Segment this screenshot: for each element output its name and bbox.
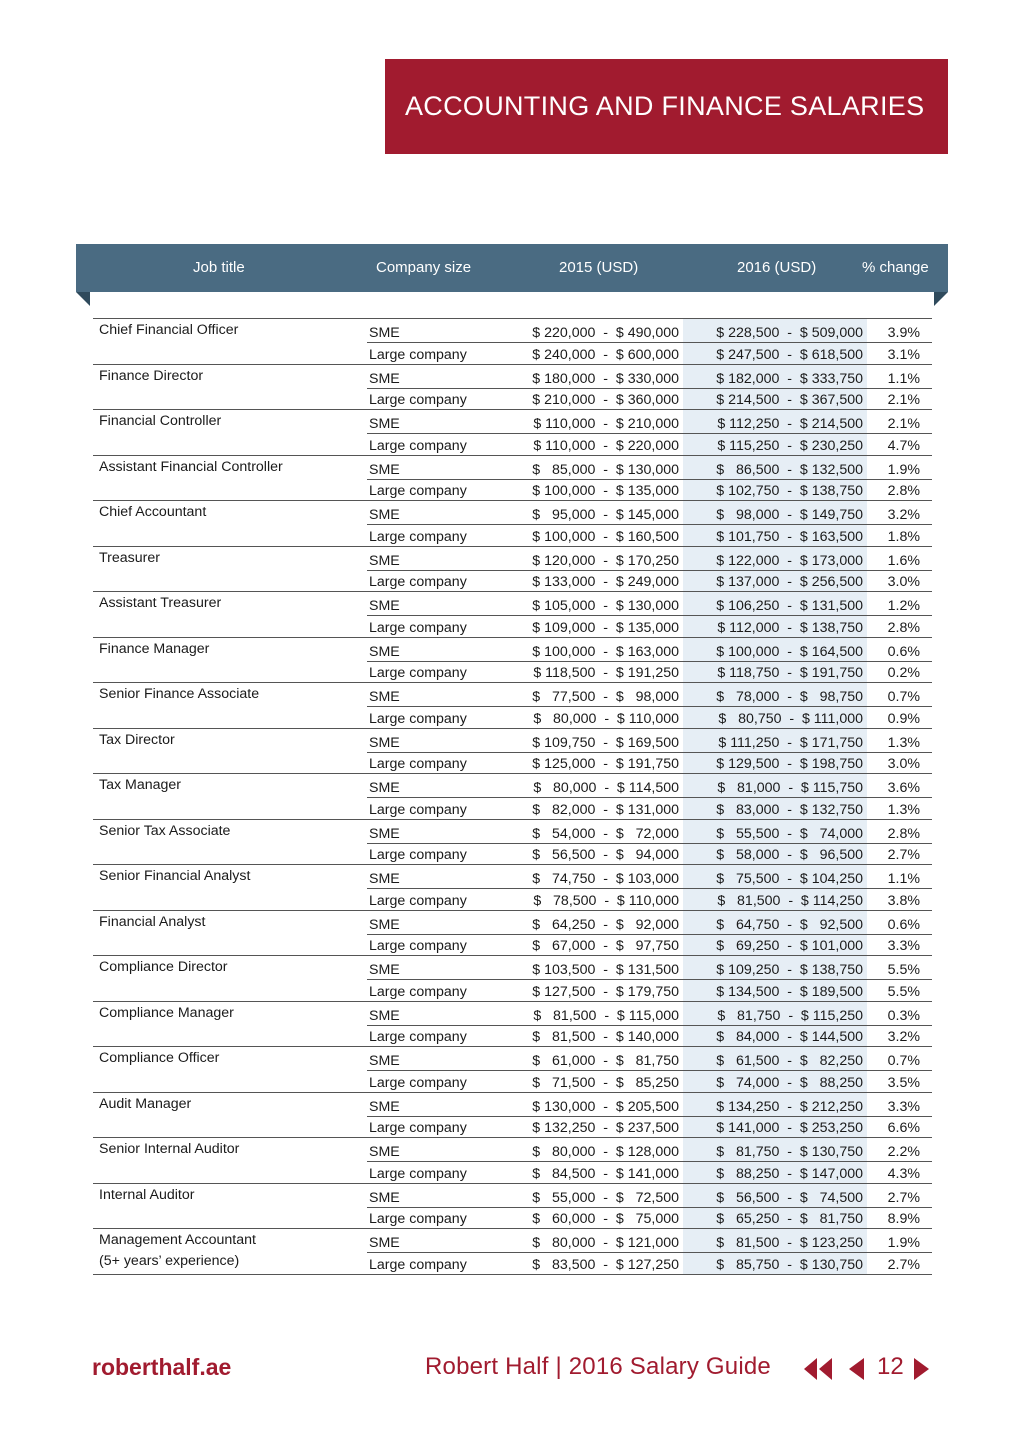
table-row [93, 1207, 932, 1229]
range-2015-cell: $ 109,000 - $ 135,000 [500, 616, 683, 638]
range-2016-cell: $ 228,500 - $ 509,000 [683, 319, 867, 343]
job-title-cell [93, 934, 367, 956]
header-change: % change [862, 259, 929, 276]
change-cell: 2.2% [867, 1138, 932, 1162]
range-2016-cell: $ 65,250 - $ 81,750 [683, 1207, 867, 1229]
header-2015: 2015 (USD) [559, 259, 639, 276]
job-title-cell: Tax Manager [99, 777, 182, 793]
table-row [93, 388, 932, 410]
table-row [93, 1253, 932, 1275]
range-2015-cell: $ 80,000 - $ 110,000 [500, 707, 683, 729]
job-title-cell: Assistant Financial Controller [99, 458, 283, 475]
company-size-cell: SME [367, 728, 500, 752]
change-cell: 1.9% [867, 455, 932, 479]
range-2016-cell: $ 134,500 - $ 189,500 [683, 980, 867, 1002]
range-2016-cell: $ 81,750 - $ 115,250 [683, 1001, 867, 1025]
range-2016-cell: $ 137,000 - $ 256,500 [683, 570, 867, 592]
job-title-cell [93, 616, 367, 638]
job-title-cell [93, 525, 367, 547]
job-title-cell: Chief Accountant [99, 504, 207, 520]
range-2015-cell: $ 118,500 - $ 191,250 [500, 661, 683, 683]
company-size-cell: SME [367, 1183, 500, 1207]
job-title-cell: Compliance Manager [99, 1004, 234, 1021]
company-size-cell: Large company [367, 1253, 500, 1275]
change-cell: 3.0% [867, 752, 932, 774]
range-2015-cell: $ 60,000 - $ 75,000 [500, 1207, 683, 1229]
company-size-cell: Large company [367, 661, 500, 683]
range-2016-cell: $ 182,000 - $ 333,750 [683, 364, 867, 388]
change-cell: 2.7% [867, 1253, 932, 1275]
change-cell: 2.8% [867, 616, 932, 638]
range-2016-cell: $ 102,750 - $ 138,750 [683, 479, 867, 501]
table-row [93, 434, 932, 456]
job-title-cell [93, 798, 367, 820]
company-size-cell: SME [367, 956, 500, 980]
company-size-cell: SME [367, 910, 500, 934]
range-2015-cell: $ 64,250 - $ 92,000 [500, 910, 683, 934]
company-size-cell: Large company [367, 752, 500, 774]
table-row [93, 1025, 932, 1047]
company-size-cell: SME [367, 819, 500, 843]
range-2016-cell: $ 58,000 - $ 96,500 [683, 843, 867, 865]
range-2016-cell: $ 80,750 - $ 111,000 [683, 707, 867, 729]
range-2016-cell: $ 88,250 - $ 147,000 [683, 1162, 867, 1184]
job-title-cell: Compliance Officer [99, 1050, 220, 1066]
range-2015-cell: $ 85,000 - $ 130,000 [500, 455, 683, 479]
range-2015-cell: $ 61,000 - $ 81,750 [500, 1047, 683, 1071]
range-2015-cell: $ 127,500 - $ 179,750 [500, 980, 683, 1002]
range-2016-cell: $ 86,500 - $ 132,500 [683, 455, 867, 479]
range-2015-cell: $ 54,000 - $ 72,000 [500, 819, 683, 843]
job-title-cell [93, 661, 367, 683]
change-cell: 5.5% [867, 980, 932, 1002]
range-2016-cell: $ 247,500 - $ 618,500 [683, 343, 867, 365]
company-size-cell: Large company [367, 479, 500, 501]
table-row [93, 819, 932, 843]
job-title-cell: Senior Internal Auditor [99, 1141, 240, 1157]
change-cell: 2.1% [867, 388, 932, 410]
range-2015-cell: $ 81,500 - $ 140,000 [500, 1025, 683, 1047]
range-2015-cell: $ 55,000 - $ 72,500 [500, 1183, 683, 1207]
range-2015-cell: $ 240,000 - $ 600,000 [500, 343, 683, 365]
table-row [93, 1071, 932, 1093]
change-cell: 3.9% [867, 319, 932, 343]
table-row [93, 616, 932, 638]
change-cell: 5.5% [867, 956, 932, 980]
company-size-cell: SME [367, 455, 500, 479]
job-title-cell: Tax Director [99, 731, 175, 748]
change-cell: 1.1% [867, 865, 932, 889]
change-cell: 3.2% [867, 501, 932, 525]
ribbon-fold-left [76, 292, 90, 306]
header-job-title: Job title [193, 259, 245, 276]
range-2015-cell: $ 71,500 - $ 85,250 [500, 1071, 683, 1093]
change-cell: 1.9% [867, 1229, 932, 1253]
table-row [93, 865, 932, 889]
range-2015-cell: $ 133,000 - $ 249,000 [500, 570, 683, 592]
table-row [93, 683, 932, 707]
table-row [93, 1138, 932, 1162]
company-size-cell: SME [367, 1229, 500, 1253]
company-size-cell: SME [367, 865, 500, 889]
company-size-cell: Large company [367, 843, 500, 865]
company-size-cell: SME [367, 319, 500, 343]
range-2015-cell: $ 77,500 - $ 98,000 [500, 683, 683, 707]
range-2015-cell: $ 100,000 - $ 135,000 [500, 479, 683, 501]
table-row [93, 934, 932, 956]
change-cell: 1.2% [867, 592, 932, 616]
table-row [93, 910, 932, 934]
range-2015-cell: $ 109,750 - $ 169,500 [500, 728, 683, 752]
company-size-cell: SME [367, 1138, 500, 1162]
table-row [93, 546, 932, 570]
change-cell: 2.7% [867, 843, 932, 865]
change-cell: 0.7% [867, 683, 932, 707]
range-2016-cell: $ 112,000 - $ 138,750 [683, 616, 867, 638]
range-2016-cell: $ 69,250 - $ 101,000 [683, 934, 867, 956]
range-2016-cell: $ 112,250 - $ 214,500 [683, 410, 867, 434]
change-cell: 3.5% [867, 1071, 932, 1093]
range-2015-cell: $ 100,000 - $ 160,500 [500, 525, 683, 547]
range-2015-cell: $ 132,250 - $ 237,500 [500, 1116, 683, 1138]
job-title-cell [93, 980, 367, 1002]
website-link[interactable]: roberthalf.ae [92, 1354, 232, 1380]
job-title-cell: Senior Finance Associate [99, 686, 260, 702]
table-row [93, 592, 932, 616]
change-cell: 3.2% [867, 1025, 932, 1047]
job-title-cell: Financial Analyst [99, 913, 206, 930]
range-2016-cell: $ 61,500 - $ 82,250 [683, 1047, 867, 1071]
range-2015-cell: $ 78,500 - $ 110,000 [500, 889, 683, 911]
title-banner [385, 59, 948, 154]
job-title-cell: Finance Director [99, 367, 204, 384]
range-2016-cell: $ 85,750 - $ 130,750 [683, 1253, 867, 1275]
company-size-cell: Large company [367, 570, 500, 592]
range-2016-cell: $ 64,750 - $ 92,500 [683, 910, 867, 934]
range-2015-cell: $ 100,000 - $ 163,000 [500, 637, 683, 661]
change-cell: 2.1% [867, 410, 932, 434]
range-2016-cell: $ 56,500 - $ 74,500 [683, 1183, 867, 1207]
range-2015-cell: $ 130,000 - $ 205,500 [500, 1092, 683, 1116]
company-size-cell: SME [367, 410, 500, 434]
change-cell: 6.6% [867, 1116, 932, 1138]
range-2015-cell: $ 56,500 - $ 94,000 [500, 843, 683, 865]
table-row [93, 889, 932, 911]
table-row [93, 774, 932, 798]
header-2016: 2016 (USD) [737, 259, 817, 276]
company-size-cell: SME [367, 1001, 500, 1025]
range-2016-cell: $ 109,250 - $ 138,750 [683, 956, 867, 980]
table-row [93, 525, 932, 547]
company-size-cell: Large company [367, 1162, 500, 1184]
company-size-cell: Large company [367, 889, 500, 911]
job-title-cell: Audit Manager [99, 1095, 192, 1112]
range-2015-cell: $ 74,750 - $ 103,000 [500, 865, 683, 889]
table-row [93, 637, 932, 661]
job-title-cell [93, 1071, 367, 1093]
change-cell: 3.3% [867, 1092, 932, 1116]
job-title-cell: Chief Financial Officer [93, 319, 367, 343]
company-size-cell: SME [367, 1092, 500, 1116]
page-number: 12 [877, 1353, 904, 1380]
job-title-cell: Compliance Director [99, 959, 228, 975]
range-2015-cell: $ 81,500 - $ 115,000 [500, 1001, 683, 1025]
company-size-cell: Large company [367, 434, 500, 456]
range-2016-cell: $ 81,500 - $ 123,250 [683, 1229, 867, 1253]
table-row [93, 1047, 932, 1071]
table-row [93, 752, 932, 774]
range-2015-cell: $ 110,000 - $ 210,000 [500, 410, 683, 434]
company-size-cell: Large company [367, 1116, 500, 1138]
table-row [93, 1229, 932, 1253]
double-left-arrow-icon[interactable] [803, 1356, 833, 1382]
table-row [93, 319, 932, 343]
change-cell: 8.9% [867, 1207, 932, 1229]
job-title-cell [93, 570, 367, 592]
change-cell: 0.6% [867, 910, 932, 934]
table-row [93, 343, 932, 365]
change-cell: 0.7% [867, 1047, 932, 1071]
change-cell: 2.8% [867, 819, 932, 843]
change-cell: 1.3% [867, 728, 932, 752]
company-size-cell: Large company [367, 1025, 500, 1047]
range-2016-cell: $ 83,000 - $ 132,750 [683, 798, 867, 820]
range-2016-cell: $ 141,000 - $ 253,250 [683, 1116, 867, 1138]
range-2015-cell: $ 83,500 - $ 127,250 [500, 1253, 683, 1275]
range-2015-cell: $ 220,000 - $ 490,000 [500, 319, 683, 343]
company-size-cell: Large company [367, 343, 500, 365]
range-2016-cell: $ 74,000 - $ 88,250 [683, 1071, 867, 1093]
change-cell: 0.2% [867, 661, 932, 683]
table-row [93, 956, 932, 980]
company-size-cell: SME [367, 1047, 500, 1071]
job-title-cell [93, 1116, 367, 1138]
change-cell: 3.0% [867, 570, 932, 592]
job-title-cell [93, 388, 367, 410]
table-row [93, 455, 932, 479]
table-row [93, 570, 932, 592]
change-cell: 0.9% [867, 707, 932, 729]
range-2016-cell: $ 106,250 - $ 131,500 [683, 592, 867, 616]
range-2016-cell: $ 100,000 - $ 164,500 [683, 637, 867, 661]
range-2015-cell: $ 84,500 - $ 141,000 [500, 1162, 683, 1184]
range-2015-cell: $ 120,000 - $ 170,250 [500, 546, 683, 570]
change-cell: 3.1% [867, 343, 932, 365]
company-size-cell: SME [367, 637, 500, 661]
page-title: ACCOUNTING AND FINANCE SALARIES [405, 91, 925, 121]
job-title-cell: Assistant Treasurer [99, 595, 222, 611]
job-title-cell [93, 479, 367, 501]
change-cell: 4.3% [867, 1162, 932, 1184]
header-company-size: Company size [376, 259, 472, 276]
range-2015-cell: $ 95,000 - $ 145,000 [500, 501, 683, 525]
company-size-cell: Large company [367, 1207, 500, 1229]
range-2015-cell: $ 105,000 - $ 130,000 [500, 592, 683, 616]
range-2016-cell: $ 81,500 - $ 114,250 [683, 889, 867, 911]
job-title-cell: Internal Auditor [99, 1186, 195, 1203]
left-arrow-icon[interactable] [847, 1356, 865, 1382]
job-title-cell [93, 1162, 367, 1184]
range-2016-cell: $ 78,000 - $ 98,750 [683, 683, 867, 707]
ribbon-fold-right [934, 292, 948, 306]
table-row [93, 798, 932, 820]
range-2015-cell: $ 80,000 - $ 114,500 [500, 774, 683, 798]
change-cell: 1.3% [867, 798, 932, 820]
range-2016-cell: $ 122,000 - $ 173,000 [683, 546, 867, 570]
change-cell: 1.6% [867, 546, 932, 570]
company-size-cell: SME [367, 501, 500, 525]
table-row [93, 1162, 932, 1184]
range-2016-cell: $ 118,750 - $ 191,750 [683, 661, 867, 683]
job-title-cell: Finance Manager [99, 640, 210, 657]
change-cell: 3.3% [867, 934, 932, 956]
range-2016-cell: $ 81,750 - $ 130,750 [683, 1138, 867, 1162]
company-size-cell: SME [367, 592, 500, 616]
table-row [93, 1183, 932, 1207]
change-cell: 2.8% [867, 479, 932, 501]
company-size-cell: Large company [367, 525, 500, 547]
job-title-cell [93, 434, 367, 456]
range-2015-cell: $ 210,000 - $ 360,000 [500, 388, 683, 410]
table-row [93, 410, 932, 434]
salary-table [93, 318, 932, 1275]
range-2016-cell: $ 81,000 - $ 115,750 [683, 774, 867, 798]
company-size-cell: SME [367, 774, 500, 798]
job-title-cell: (5+ years’ experience) [93, 1253, 367, 1275]
range-2015-cell: $ 110,000 - $ 220,000 [500, 434, 683, 456]
change-cell: 1.8% [867, 525, 932, 547]
range-2015-cell: $ 82,000 - $ 131,000 [500, 798, 683, 820]
table-header [76, 244, 948, 292]
range-2016-cell: $ 55,500 - $ 74,000 [683, 819, 867, 843]
table-row [93, 707, 932, 729]
job-title-cell [93, 1207, 367, 1229]
table-row [93, 843, 932, 865]
table-row [93, 728, 932, 752]
job-title-cell: Management Accountant [99, 1232, 256, 1248]
table-row [93, 1116, 932, 1138]
change-cell: 1.1% [867, 364, 932, 388]
range-2016-cell: $ 129,500 - $ 198,750 [683, 752, 867, 774]
job-title-cell [93, 343, 367, 365]
range-2016-cell: $ 134,250 - $ 212,250 [683, 1092, 867, 1116]
company-size-cell: SME [367, 364, 500, 388]
table-row [93, 1092, 932, 1116]
job-title-cell [93, 1025, 367, 1047]
table-row [93, 479, 932, 501]
job-title-cell: Senior Financial Analyst [99, 868, 251, 884]
job-title-cell: Treasurer [99, 549, 160, 566]
guide-title: Robert Half | 2016 Salary Guide [425, 1353, 771, 1380]
range-2016-cell: $ 75,500 - $ 104,250 [683, 865, 867, 889]
right-arrow-icon[interactable] [913, 1356, 931, 1382]
change-cell: 0.6% [867, 637, 932, 661]
job-title-cell: Financial Controller [99, 413, 222, 429]
change-cell: 0.3% [867, 1001, 932, 1025]
range-2016-cell: $ 214,500 - $ 367,500 [683, 388, 867, 410]
company-size-cell: Large company [367, 798, 500, 820]
job-title-cell: Senior Tax Associate [99, 822, 231, 839]
table-row [93, 1001, 932, 1025]
table-row [93, 501, 932, 525]
company-size-cell: Large company [367, 388, 500, 410]
change-cell: 3.8% [867, 889, 932, 911]
company-size-cell: Large company [367, 616, 500, 638]
job-title-cell [93, 889, 367, 911]
table-row [93, 661, 932, 683]
change-cell: 3.6% [867, 774, 932, 798]
range-2015-cell: $ 125,000 - $ 191,750 [500, 752, 683, 774]
range-2016-cell: $ 84,000 - $ 144,500 [683, 1025, 867, 1047]
table-row [93, 980, 932, 1002]
range-2016-cell: $ 115,250 - $ 230,250 [683, 434, 867, 456]
range-2015-cell: $ 67,000 - $ 97,750 [500, 934, 683, 956]
range-2015-cell: $ 103,500 - $ 131,500 [500, 956, 683, 980]
job-title-cell [93, 752, 367, 774]
table-row [93, 364, 932, 388]
company-size-cell: SME [367, 546, 500, 570]
company-size-cell: Large company [367, 980, 500, 1002]
range-2015-cell: $ 80,000 - $ 128,000 [500, 1138, 683, 1162]
company-size-cell: SME [367, 683, 500, 707]
range-2016-cell: $ 101,750 - $ 163,500 [683, 525, 867, 547]
range-2015-cell: $ 80,000 - $ 121,000 [500, 1229, 683, 1253]
change-cell: 4.7% [867, 434, 932, 456]
range-2015-cell: $ 180,000 - $ 330,000 [500, 364, 683, 388]
company-size-cell: Large company [367, 934, 500, 956]
job-title-cell [93, 707, 367, 729]
job-title-cell [93, 843, 367, 865]
range-2016-cell: $ 111,250 - $ 171,750 [683, 728, 867, 752]
company-size-cell: Large company [367, 1071, 500, 1093]
range-2016-cell: $ 98,000 - $ 149,750 [683, 501, 867, 525]
company-size-cell: Large company [367, 707, 500, 729]
change-cell: 2.7% [867, 1183, 932, 1207]
